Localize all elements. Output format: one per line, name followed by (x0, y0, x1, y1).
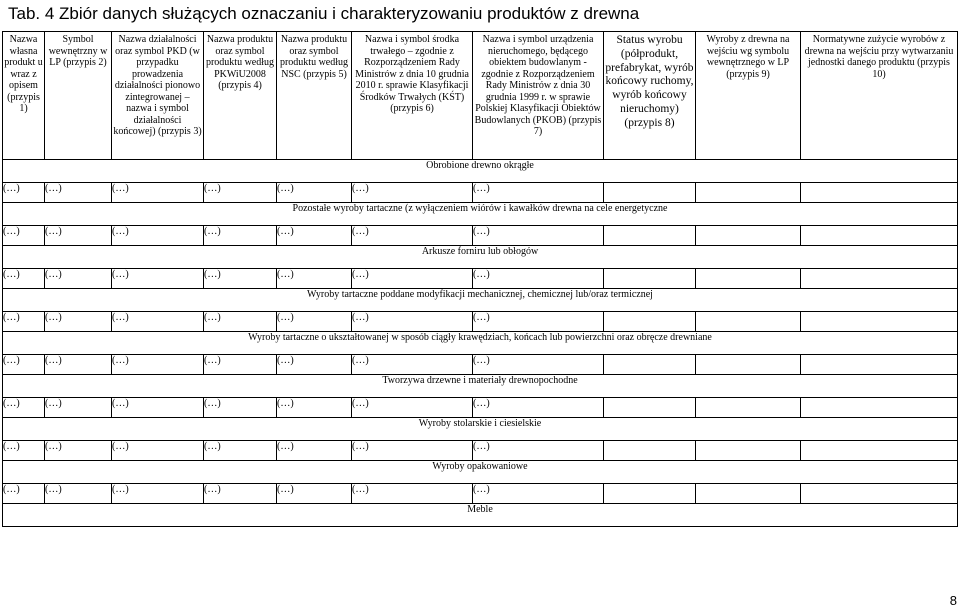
placeholder-cell: (…) (112, 484, 204, 504)
placeholder-cell (801, 226, 958, 246)
table-header-row (3, 32, 958, 160)
product-data-table (2, 31, 958, 527)
placeholder-cell: (…) (45, 355, 112, 375)
placeholder-cell: (…) (3, 484, 45, 504)
placeholder-cell (801, 355, 958, 375)
placeholder-cell: (…) (204, 312, 277, 332)
placeholder-cell (696, 484, 801, 504)
placeholder-cell: (…) (473, 226, 604, 246)
placeholder-cell: (…) (204, 355, 277, 375)
placeholder-cell: (…) (473, 312, 604, 332)
placeholder-cell: (…) (3, 398, 45, 418)
placeholder-cell: (…) (204, 226, 277, 246)
header-cell: Nazwa produktu oraz symbol produktu według NSC (przypis 5) (277, 32, 352, 160)
placeholder-cell: (…) (45, 269, 112, 289)
header-cell: Nazwa produktu oraz symbol produktu według PKWiU2008 (przypis 4) (204, 32, 277, 160)
placeholder-cell (801, 312, 958, 332)
placeholder-row (3, 226, 958, 246)
placeholder-cell (696, 312, 801, 332)
placeholder-row (3, 441, 958, 461)
section-title: Wyroby opakowaniowe (3, 461, 958, 484)
placeholder-cell (801, 183, 958, 203)
section-row (3, 332, 958, 355)
placeholder-cell (604, 226, 696, 246)
placeholder-cell: (…) (112, 441, 204, 461)
placeholder-cell: (…) (204, 269, 277, 289)
placeholder-cell: (…) (112, 355, 204, 375)
placeholder-cell: (…) (277, 183, 352, 203)
placeholder-cell (801, 269, 958, 289)
placeholder-cell: (…) (45, 441, 112, 461)
placeholder-cell: (…) (277, 226, 352, 246)
placeholder-cell (696, 441, 801, 461)
placeholder-cell (696, 226, 801, 246)
placeholder-cell: (…) (3, 355, 45, 375)
page-number: 8 (949, 593, 957, 608)
section-row (3, 504, 958, 527)
placeholder-cell (604, 312, 696, 332)
placeholder-cell (604, 183, 696, 203)
placeholder-cell (604, 269, 696, 289)
section-row (3, 203, 958, 226)
placeholder-cell (696, 183, 801, 203)
placeholder-cell: (…) (352, 355, 473, 375)
placeholder-cell: (…) (473, 269, 604, 289)
header-cell: Status wyrobu (półprodukt, prefabrykat, wyrób końcowy ruchomy, wyrób końcowy nieruchomy) (przypis 8) (604, 32, 696, 160)
placeholder-cell: (…) (277, 312, 352, 332)
placeholder-cell: (…) (352, 484, 473, 504)
placeholder-cell: (…) (473, 441, 604, 461)
header-cell: Nazwa działalności oraz symbol PKD (w przypadku prowadzenia działalności pionowo zintegrowanej – nazwa i symbol działalności końcowej) (przypis 3) (112, 32, 204, 160)
placeholder-cell: (…) (112, 398, 204, 418)
placeholder-cell: (…) (352, 269, 473, 289)
placeholder-cell: (…) (277, 398, 352, 418)
header-cell: Nazwa i symbol urządzenia nieruchomego, będącego obiektem budowlanym - zgodnie z Rozporządzeniem Rady Ministrów z dnia 30 grudnia 1999 r. w sprawie Polskiej Klasyfikacji Obiektów Budowlanych (PKOB) (przypis 7) (473, 32, 604, 160)
section-title: Meble (3, 504, 958, 527)
placeholder-cell: (…) (352, 398, 473, 418)
section-row (3, 289, 958, 312)
section-title: Arkusze forniru lub obłogów (3, 246, 958, 269)
placeholder-row (3, 312, 958, 332)
placeholder-row (3, 398, 958, 418)
placeholder-cell: (…) (473, 398, 604, 418)
section-row (3, 461, 958, 484)
placeholder-cell: (…) (112, 183, 204, 203)
section-row (3, 375, 958, 398)
placeholder-cell (696, 355, 801, 375)
placeholder-cell: (…) (112, 312, 204, 332)
placeholder-cell: (…) (204, 183, 277, 203)
placeholder-row (3, 355, 958, 375)
placeholder-cell (604, 441, 696, 461)
placeholder-cell: (…) (3, 226, 45, 246)
placeholder-cell (801, 484, 958, 504)
placeholder-cell: (…) (112, 226, 204, 246)
placeholder-cell: (…) (352, 441, 473, 461)
section-row (3, 246, 958, 269)
placeholder-cell: (…) (204, 398, 277, 418)
placeholder-cell (604, 398, 696, 418)
header-cell: Nazwa własna produkt u wraz z opisem (przypis 1) (3, 32, 45, 160)
section-row (3, 418, 958, 441)
placeholder-cell: (…) (277, 269, 352, 289)
section-row (3, 160, 958, 183)
placeholder-cell: (…) (112, 269, 204, 289)
placeholder-cell: (…) (473, 355, 604, 375)
header-cell: Normatywne zużycie wyrobów z drewna na wejściu przy wytwarzaniu jednostki danego produktu (przypis 10) (801, 32, 958, 160)
placeholder-cell: (…) (45, 226, 112, 246)
placeholder-cell: (…) (473, 183, 604, 203)
placeholder-cell: (…) (3, 269, 45, 289)
placeholder-cell: (…) (45, 398, 112, 418)
placeholder-cell: (…) (204, 441, 277, 461)
placeholder-cell (801, 441, 958, 461)
placeholder-cell: (…) (45, 183, 112, 203)
placeholder-cell (604, 355, 696, 375)
placeholder-row (3, 269, 958, 289)
placeholder-cell: (…) (3, 312, 45, 332)
section-title: Wyroby tartaczne poddane modyfikacji mechanicznej, chemicznej lub/oraz termicznej (3, 289, 958, 312)
placeholder-cell: (…) (204, 484, 277, 504)
placeholder-cell: (…) (352, 312, 473, 332)
placeholder-cell (696, 398, 801, 418)
placeholder-cell: (…) (3, 441, 45, 461)
placeholder-cell: (…) (45, 484, 112, 504)
placeholder-cell: (…) (277, 441, 352, 461)
section-title: Tworzywa drzewne i materiały drewnopochodne (3, 375, 958, 398)
placeholder-cell (604, 484, 696, 504)
header-cell: Wyroby z drewna na wejściu wg symbolu wewnętrznego w LP (przypis 9) (696, 32, 801, 160)
header-cell: Nazwa i symbol środka trwałego – zgodnie z Rozporządzeniem Rady Ministrów z dnia 10 grudnia 2010 r. sprawie Klasyfikacji Środków Trwałych (KŚT) (przypis 6) (352, 32, 473, 160)
placeholder-cell: (…) (3, 183, 45, 203)
placeholder-cell: (…) (352, 183, 473, 203)
header-cell: Symbol wewnętrzny w LP (przypis 2) (45, 32, 112, 160)
section-title: Wyroby tartaczne o ukształtowanej w sposób ciągły krawędziach, końcach lub powierzchni oraz obręcze drewniane (3, 332, 958, 355)
placeholder-cell: (…) (277, 355, 352, 375)
section-title: Pozostałe wyroby tartaczne (z wyłączeniem wiórów i kawałków drewna na cele energetyczne (3, 203, 958, 226)
section-title: Wyroby stolarskie i ciesielskie (3, 418, 958, 441)
placeholder-cell: (…) (277, 484, 352, 504)
section-title: Obrobione drewno okrągłe (3, 160, 958, 183)
placeholder-cell (696, 269, 801, 289)
placeholder-row (3, 183, 958, 203)
placeholder-cell: (…) (473, 484, 604, 504)
placeholder-row (3, 484, 958, 504)
page-title: Tab. 4 Zbiór danych służących oznaczaniu i charakteryzowaniu produktów z drewna (8, 4, 640, 23)
placeholder-cell: (…) (45, 312, 112, 332)
placeholder-cell: (…) (352, 226, 473, 246)
placeholder-cell (801, 398, 958, 418)
